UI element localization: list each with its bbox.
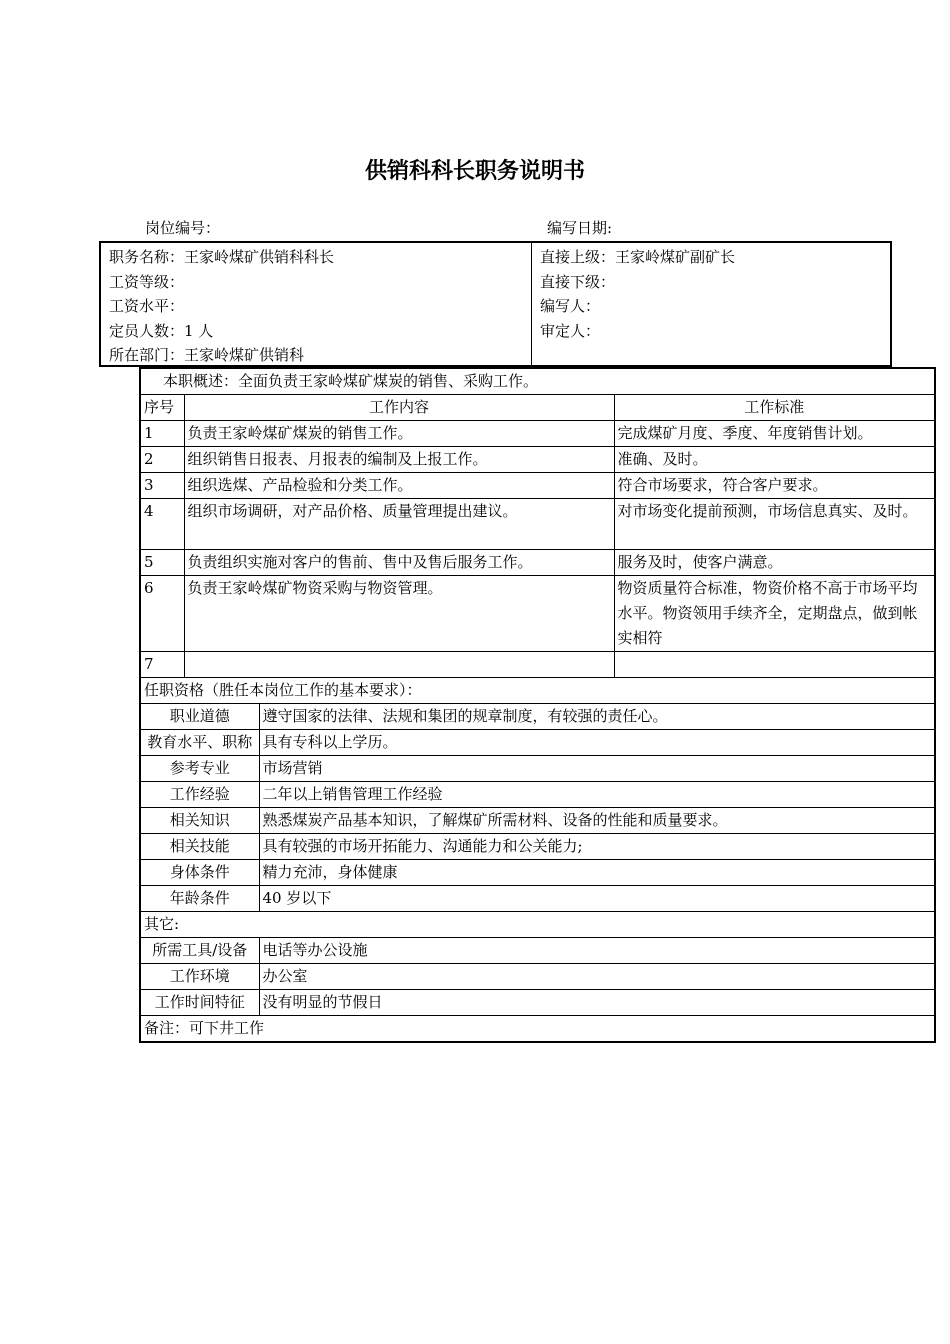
salary-level: 工资水平： — [109, 297, 185, 315]
duty-no: 7 — [140, 652, 184, 678]
duty-no: 5 — [140, 550, 184, 576]
table-row — [140, 473, 935, 499]
table-row — [140, 704, 935, 730]
table-row — [140, 938, 935, 964]
duty-content: 负责王家岭煤矿煤炭的销售工作。 — [184, 421, 614, 447]
table-row — [140, 808, 935, 834]
author: 编写人： — [540, 297, 601, 315]
others-title-row — [140, 912, 935, 938]
others-label: 所需工具/设备 — [140, 938, 259, 964]
department: 所在部门：王家岭煤矿供销科 — [109, 346, 305, 364]
duty-standard: 服务及时，使客户满意。 — [614, 550, 935, 576]
table-row — [140, 756, 935, 782]
headcount: 定员人数：1 人 — [109, 321, 214, 340]
duty-content: 负责组织实施对客户的售前、售中及售后服务工作。 — [184, 550, 614, 576]
table-row — [140, 834, 935, 860]
post-number-label: 岗位编号： — [145, 219, 221, 237]
duty-standard — [614, 652, 935, 678]
table-row — [140, 782, 935, 808]
others-title: 其它: — [140, 912, 935, 938]
page-title: 供销科科长职务说明书 — [364, 159, 585, 184]
qualification-label: 教育水平、职称 — [140, 730, 259, 756]
qualification-value: 遵守国家的法律、法规和集团的规章制度，有较强的责任心。 — [259, 704, 935, 730]
duty-no: 4 — [140, 499, 184, 550]
others-value: 电话等办公设施 — [259, 938, 935, 964]
qualification-label: 年龄条件 — [140, 886, 259, 912]
table-row — [140, 499, 935, 550]
header-no: 序号 — [140, 395, 184, 421]
remark-row — [140, 1016, 935, 1043]
table-row — [140, 576, 935, 652]
duty-content: 组织选煤、产品检验和分类工作。 — [184, 473, 614, 499]
overview-row — [140, 368, 935, 395]
qualification-value: 二年以上销售管理工作经验 — [259, 782, 935, 808]
overview: 本职概述：全面负责王家岭煤矿煤炭的销售、采购工作。 — [140, 368, 935, 395]
table-row — [140, 421, 935, 447]
duty-content: 组织销售日报表、月报表的编制及上报工作。 — [184, 447, 614, 473]
qualification-label: 工作经验 — [140, 782, 259, 808]
qualification-label: 职业道德 — [140, 704, 259, 730]
duty-standard: 符合市场要求，符合客户要求。 — [614, 473, 935, 499]
table-row — [140, 652, 935, 678]
duty-no: 2 — [140, 447, 184, 473]
job-name: 职务名称：王家岭煤矿供销科科长 — [109, 248, 335, 266]
duty-standard: 准确、及时。 — [614, 447, 935, 473]
duty-content — [184, 652, 614, 678]
qualification-value: 市场营销 — [259, 756, 935, 782]
qualification-title-row — [140, 678, 935, 704]
basic-info-box — [99, 241, 892, 367]
write-date-label: 编写日期: — [547, 219, 613, 237]
duty-no: 6 — [140, 576, 184, 652]
duty-standard: 物资质量符合标准，物资价格不高于市场平均水平。物资领用手续齐全，定期盘点，做到帐实相符 — [614, 576, 935, 652]
table-row — [140, 964, 935, 990]
qualification-value: 40 岁以下 — [259, 886, 935, 912]
qualification-label: 相关技能 — [140, 834, 259, 860]
qualification-value: 具有较强的市场开拓能力、沟通能力和公关能力; — [259, 834, 935, 860]
duty-no: 3 — [140, 473, 184, 499]
duty-standard: 对市场变化提前预测，市场信息真实、及时。 — [614, 499, 935, 550]
duty-header-row — [140, 395, 935, 421]
header-content: 工作内容 — [184, 395, 614, 421]
others-value: 没有明显的节假日 — [259, 990, 935, 1016]
qualification-value: 具有专科以上学历。 — [259, 730, 935, 756]
qualification-label: 身体条件 — [140, 860, 259, 886]
table-row — [140, 447, 935, 473]
qualification-value: 熟悉煤炭产品基本知识，了解煤矿所需材料、设备的性能和质量要求。 — [259, 808, 935, 834]
table-row — [140, 990, 935, 1016]
duty-content: 负责王家岭煤矿物资采购与物资管理。 — [184, 576, 614, 652]
duty-no: 1 — [140, 421, 184, 447]
remark: 备注：可下井工作 — [140, 1016, 935, 1043]
table-row — [140, 730, 935, 756]
others-value: 办公室 — [259, 964, 935, 990]
reviewer: 审定人： — [540, 321, 601, 340]
qualification-label: 参考专业 — [140, 756, 259, 782]
duty-table — [139, 367, 936, 1043]
salary-grade: 工资等级： — [109, 272, 185, 291]
others-label: 工作时间特征 — [140, 990, 259, 1016]
qualification-title: 任职资格（胜任本岗位工作的基本要求）： — [140, 678, 935, 704]
header-standard: 工作标准 — [614, 395, 935, 421]
qualification-value: 精力充沛，身体健康 — [259, 860, 935, 886]
direct-subordinate: 直接下级： — [540, 272, 616, 291]
duty-content: 组织市场调研，对产品价格、质量管理提出建议。 — [184, 499, 614, 550]
basic-info-left — [109, 245, 334, 368]
table-row — [140, 886, 935, 912]
table-row — [140, 860, 935, 886]
others-label: 工作环境 — [140, 964, 259, 990]
qualification-label: 相关知识 — [140, 808, 259, 834]
basic-info-right — [540, 245, 735, 343]
duty-standard: 完成煤矿月度、季度、年度销售计划。 — [614, 421, 935, 447]
direct-superior: 直接上级：王家岭煤矿副矿长 — [540, 248, 736, 266]
table-row — [140, 550, 935, 576]
